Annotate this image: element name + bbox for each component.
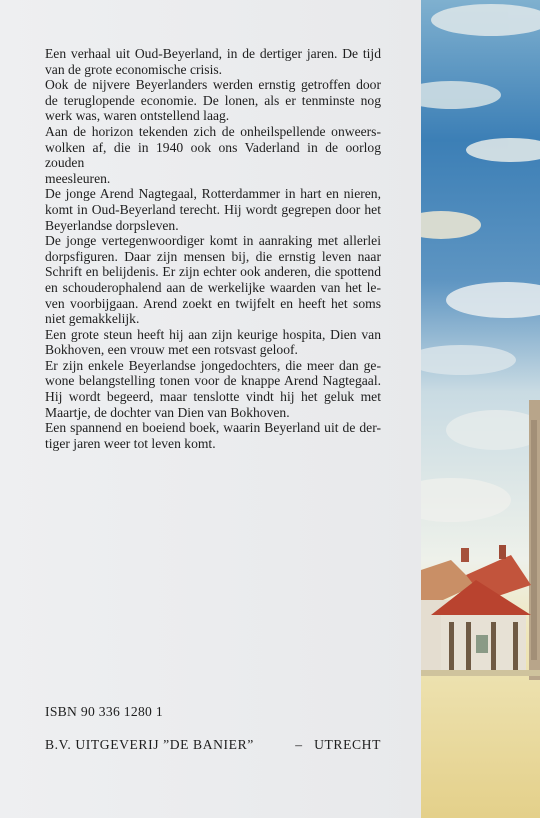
publisher-line: [45, 737, 381, 753]
blurb-line: komt in Oud-Beyerland terecht. Hij wordt gegrepen door het: [45, 201, 381, 217]
blurb-line: werk was, waren ontstellend laag.: [45, 108, 230, 124]
blurb-line: Een grote steun heeft hij aan zijn keurige hospita, Dien van: [45, 326, 381, 342]
blurb-line: niet gemakkelijk.: [45, 311, 140, 327]
blurb-text: [45, 46, 381, 451]
blurb-line: Bokhoven, een vrouw met een rotsvast geloof.: [45, 342, 298, 358]
blurb-line: Ook de nijvere Beyerlanders werden ernstig getroffen door: [45, 77, 381, 93]
blurb-line: meesleuren.: [45, 170, 111, 186]
watercolor-illustration: [421, 0, 540, 818]
blurb-line: De jonge vertegenwoordiger komt in aanraking met allerlei: [45, 233, 381, 249]
publisher-name: B.V. UITGEVERIJ ”DE BANIER”: [45, 737, 254, 752]
blurb-line: De jonge Arend Nagtegaal, Rotterdammer in hart en nieren,: [45, 186, 381, 202]
publisher-city: UTRECHT: [314, 737, 381, 752]
blurb-line: Een verhaal uit Oud-Beyerland, in de dertiger jaren. De tijd: [45, 46, 381, 61]
blurb-line: Beyerlandse dorpsleven.: [45, 217, 179, 233]
blurb-line: Aan de horizon tekenden zich de onheilspellende onweers-: [45, 123, 381, 139]
blurb-line: wone belangstelling tonen voor de knappe Arend Nagtegaal.: [45, 373, 381, 389]
isbn-number: ISBN 90 336 1280 1: [45, 704, 163, 719]
blurb-line: Er zijn enkele Beyerlandse jongedochters, die meer dan ge-: [45, 357, 381, 373]
blurb-line: de teruglopende economie. De lonen, als er tenminste nog: [45, 92, 381, 108]
blurb-line: Hij wordt begeerd, maar tenslotte vindt hij het geluk met: [45, 389, 381, 405]
blurb-line: en schouderophalend aan de werkelijke waarden van het le-: [45, 279, 381, 295]
blurb-line: ven voorbijgaan. Arend zoekt en twijfelt en heeft het soms: [45, 295, 381, 311]
blurb-line: Maartje, de dochter van Dien van Bokhoven.: [45, 404, 290, 420]
church-tower-icon: [529, 400, 540, 680]
blurb-line: Schrift en belijdenis. Er zijn echter ook anderen, die spottend: [45, 264, 381, 280]
blurb-line: Een spannend en boeiend boek, waarin Beyerland uit de der-: [45, 420, 381, 436]
blurb-line: van de grote economische crisis.: [45, 61, 223, 77]
blurb-line: dorpsfiguren. Daar zijn mensen bij, die ernstig leven naar: [45, 248, 381, 264]
blurb-line: wolken af, die in 1940 ook ons Vaderland in de oorlog zouden: [45, 139, 381, 171]
blurb-line: tiger jaren weer tot leven komt.: [45, 435, 216, 451]
publisher-dash: –: [295, 737, 303, 752]
